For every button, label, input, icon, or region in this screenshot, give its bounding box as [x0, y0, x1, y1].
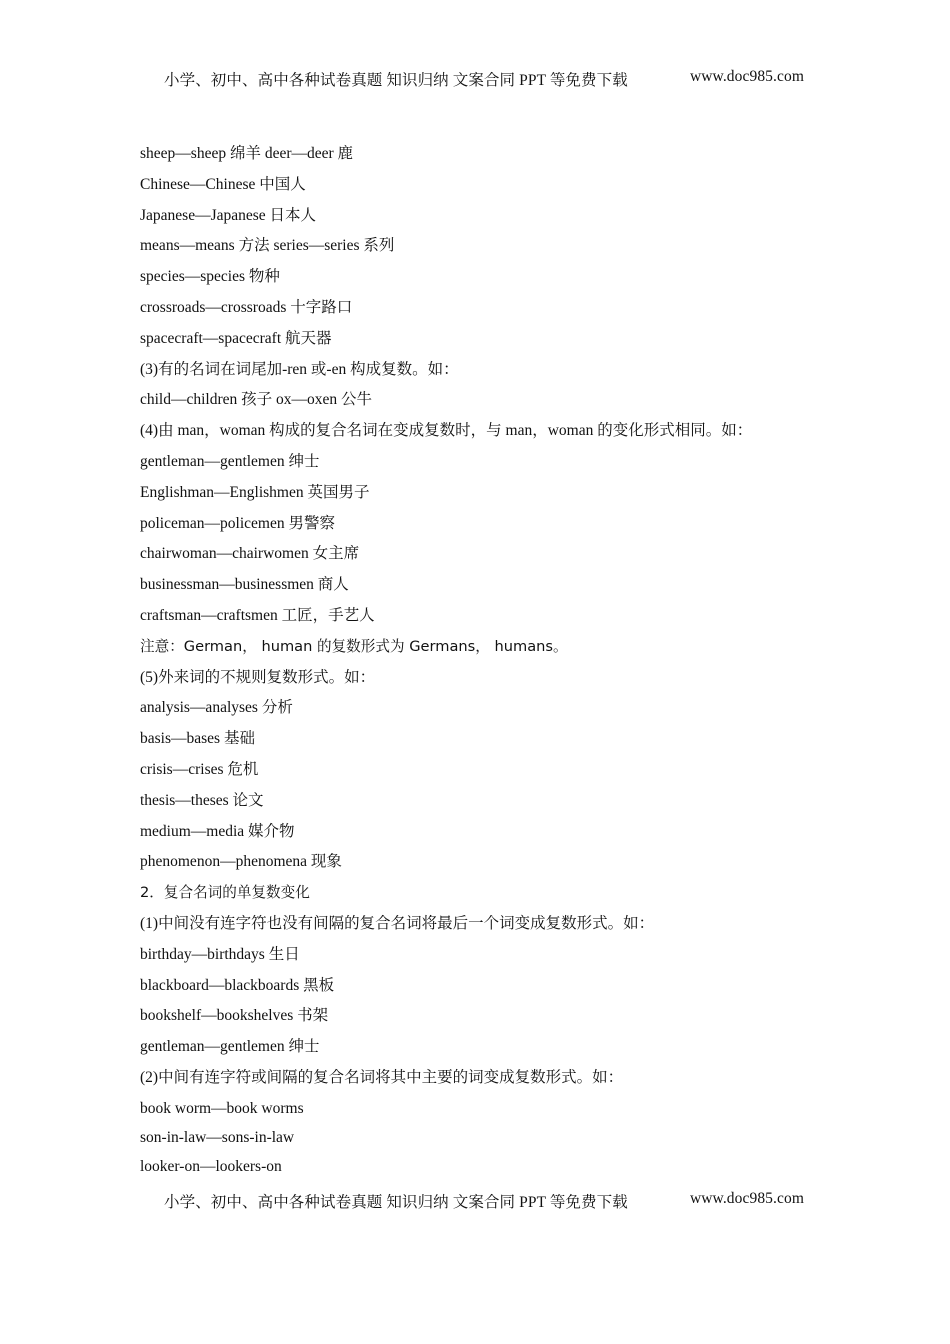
text-line: spacecraft—spacecraft 航天器: [140, 329, 332, 347]
text-line: phenomenon—phenomena 现象: [140, 853, 342, 871]
text-line: policeman—policemen 男警察: [140, 514, 335, 532]
text-line: Chinese—Chinese 中国人: [140, 175, 306, 193]
text-line: species—species 物种: [140, 268, 280, 286]
text-line: blackboard—blackboards 黑板: [140, 976, 335, 994]
header-text: 小学、初中、高中各种试卷真题 知识归纳 文案合同 PPT 等免费下载: [164, 72, 628, 89]
text-line: gentleman—gentlemen 绅士: [140, 1038, 320, 1056]
page-footer: [164, 1190, 804, 1212]
section-heading: 2．复合名词的单复数变化: [140, 884, 310, 902]
text-line: craftsman—craftsmen 工匠，手艺人: [140, 606, 375, 624]
text-line: chairwoman—chairwomen 女主席: [140, 545, 360, 563]
text-line: Japanese—Japanese 日本人: [140, 206, 317, 224]
text-line: means—means 方法 series—series 系列: [140, 237, 395, 255]
text-line: bookshelf—bookshelves 书架: [140, 1007, 329, 1025]
text-line: crossroads—crossroads 十字路口: [140, 298, 353, 316]
section-rule-2: (2)中间有连字符或间隔的复合名词将其中主要的词变成复数形式。如：: [140, 1068, 624, 1086]
text-line: Englishman—Englishmen 英国男子: [140, 483, 370, 501]
section-rule-5: (5)外来词的不规则复数形式。如：: [140, 668, 376, 686]
text-line: sheep—sheep 绵羊 deer—deer 鹿: [140, 145, 354, 162]
text-line: birthday—birthdays 生日: [140, 945, 300, 963]
text-line: child—children 孩子 ox—oxen 公牛: [140, 391, 373, 409]
text-line: businessman—businessmen 商人: [140, 576, 349, 594]
page-header: [164, 68, 804, 90]
note-line: 注意：German， human 的复数形式为 Germans， humans。: [140, 637, 568, 655]
text-line: thesis—theses 论文: [140, 791, 264, 809]
text-line: looker-on—lookers-on: [140, 1158, 282, 1176]
section-rule-1: (1)中间没有连字符也没有间隔的复合名词将最后一个词变成复数形式。如：: [140, 914, 655, 932]
section-rule-3: (3)有的名词在词尾加-ren 或-en 构成复数。如：: [140, 360, 459, 378]
footer-text: 小学、初中、高中各种试卷真题 知识归纳 文案合同 PPT 等免费下载: [164, 1194, 628, 1211]
text-line: crisis—crises 危机: [140, 760, 259, 778]
text-line: analysis—analyses 分析: [140, 699, 293, 717]
text-line: gentleman—gentlemen 绅士: [140, 452, 320, 470]
text-line: son-in-law—sons-in-law: [140, 1128, 295, 1146]
footer-url: www.doc985.com: [689, 1190, 804, 1207]
text-line: medium—media 媒介物: [140, 822, 295, 840]
header-url: www.doc985.com: [689, 68, 804, 85]
text-line: basis—bases 基础: [140, 730, 255, 748]
section-rule-4: (4)由 man，woman 构成的复合名词在变成复数时，与 man，woman 的变化形式相同。如：: [140, 422, 753, 440]
text-line: book worm—book worms: [140, 1099, 304, 1117]
document-body: [140, 141, 820, 1183]
